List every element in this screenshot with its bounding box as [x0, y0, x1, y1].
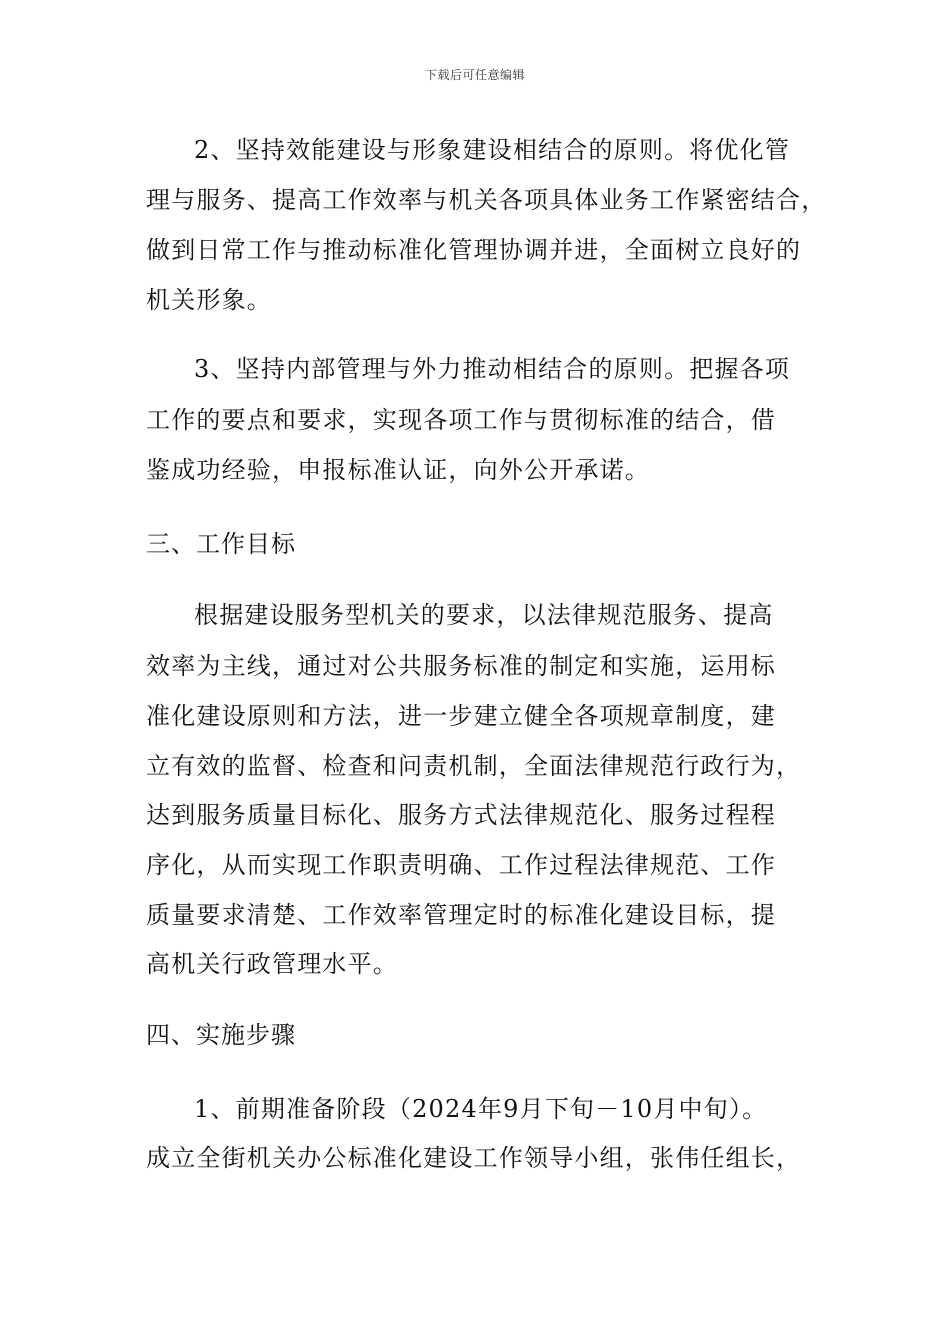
principle-3-line-1: 3、坚持内部管理与外力推动相结合的原则。把握各项: [194, 355, 791, 383]
goals-line-7: 质量要求清楚、工作效率管理定时的标准化建设目标，提: [146, 901, 776, 929]
section-heading-work-goals: 三、工作目标: [146, 530, 296, 558]
step-1-line-1: 1、前期准备阶段（2024年9月下旬－10月中旬）。: [194, 1095, 768, 1123]
goals-line-6: 序化，从而实现工作职责明确、工作过程法律规范、工作: [146, 851, 776, 879]
goals-line-2: 效率为主线，通过对公共服务标准的制定和实施，运用标: [146, 652, 776, 680]
goals-line-3: 准化建设原则和方法，进一步建立健全各项规章制度，建: [146, 702, 776, 730]
step-1-line-2: 成立全街机关办公标准化建设工作领导小组，张伟任组长，: [146, 1144, 802, 1172]
section-heading-implementation-steps: 四、实施步骤: [146, 1021, 296, 1049]
principle-3-line-2: 工作的要点和要求，实现各项工作与贯彻标准的结合，借: [146, 406, 776, 434]
page-header-note: 下载后可任意编辑: [424, 68, 525, 82]
principle-2-line-2: 理与服务、提高工作效率与机关各项具体业务工作紧密结合，: [146, 186, 827, 214]
principle-2-line-1: 2、坚持效能建设与形象建设相结合的原则。将优化管: [194, 136, 791, 164]
goals-line-5: 达到服务质量目标化、服务方式法律规范化、服务过程程: [146, 801, 776, 829]
goals-line-1: 根据建设服务型机关的要求，以法律规范服务、提高: [194, 601, 774, 629]
goals-line-4: 立有效的监督、检查和问责机制，全面法律规范行政行为，: [146, 752, 802, 780]
goals-line-8: 高机关行政管理水平。: [146, 950, 398, 978]
principle-2-line-4: 机关形象。: [146, 286, 272, 314]
principle-2-line-3: 做到日常工作与推动标准化管理协调并进，全面树立良好的: [146, 236, 802, 264]
principle-3-line-3: 鉴成功经验，申报标准认证，向外公开承诺。: [146, 456, 650, 484]
